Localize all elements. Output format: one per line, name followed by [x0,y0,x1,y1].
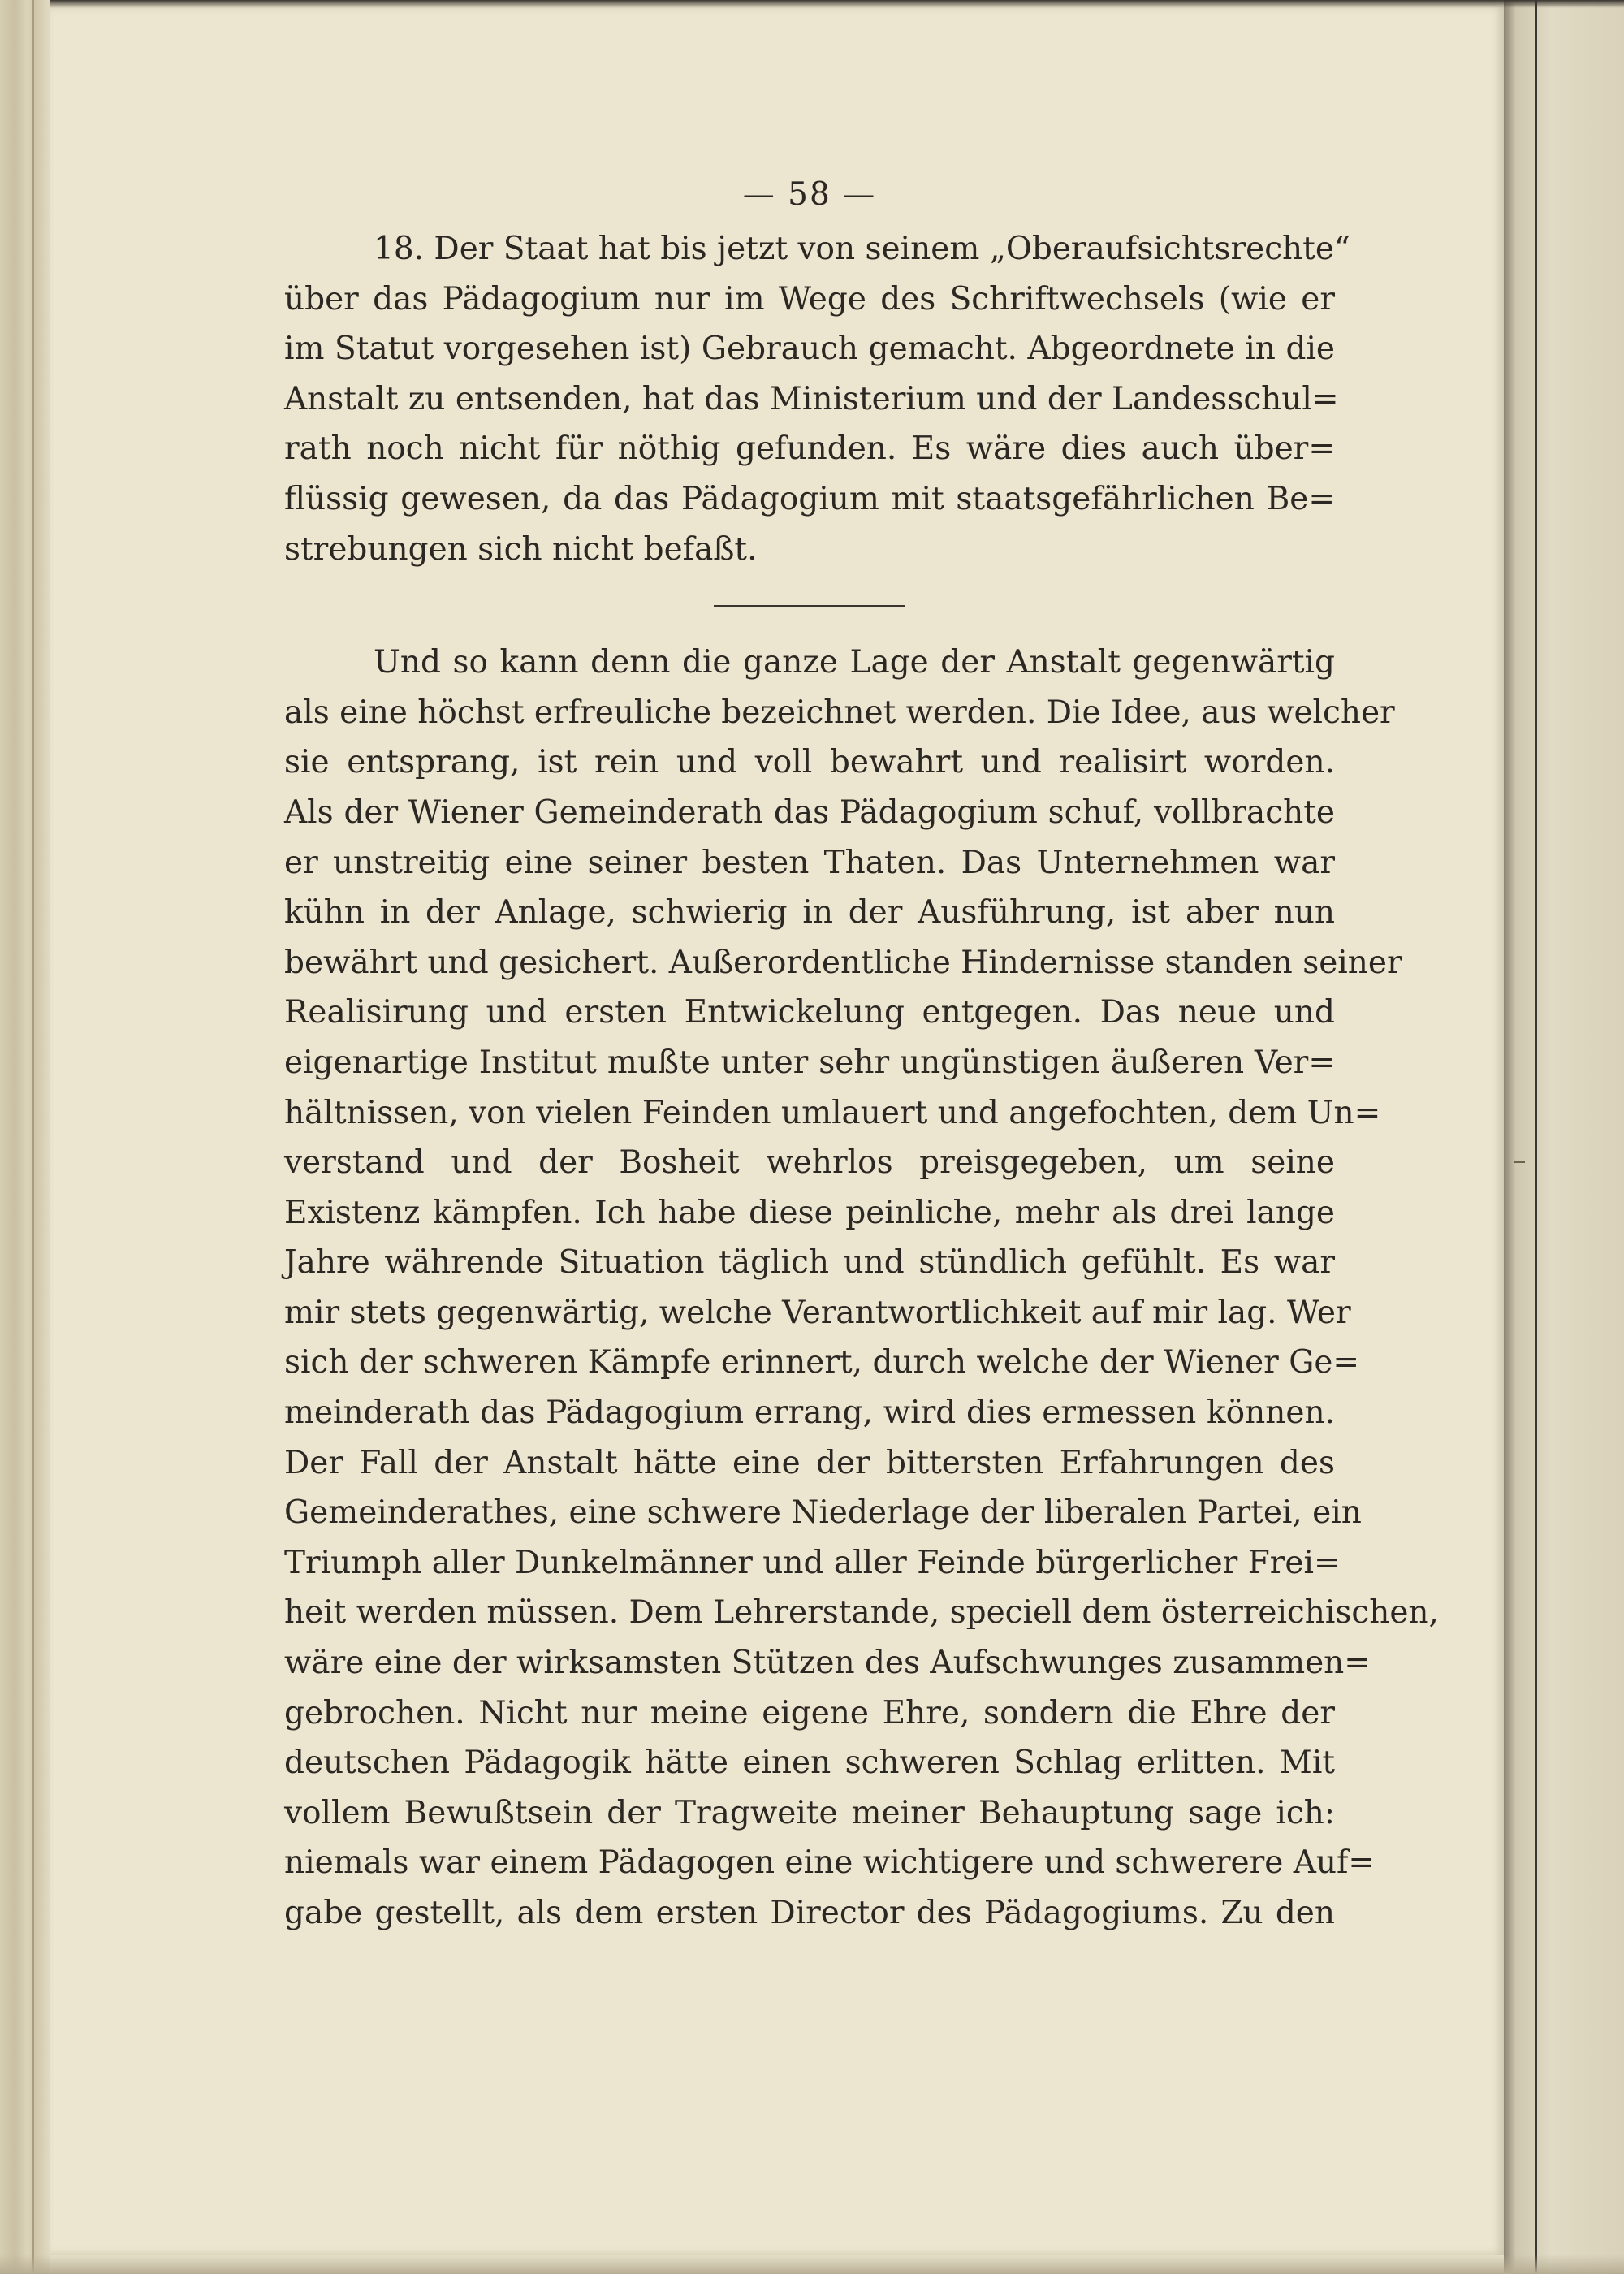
text-line: sie entsprang, ist rein und voll bewahrt und realisirt worden. [284,744,1335,781]
text-line: gabe gestellt, als dem ersten Director des Pädagogiums. Zu den [284,1895,1335,1931]
page-edge-line [1535,0,1537,2274]
page-edge [1504,0,1624,2274]
text-line: über das Pädagogium nur im Wege des Schriftwechsels (wie er [284,280,1335,318]
text-line: niemals war einem Pädagogen eine wichtigere und schwerere Auf= [284,1844,1376,1882]
text-line: Gemeinderathes, eine schwere Niederlage der liberalen Partei, ein [284,1494,1362,1532]
text-line: verstand und der Bosheit wehrlos preisgegeben, um seine [284,1144,1335,1182]
text-line: im Statut vorgesehen ist) Gebrauch gemacht. Abgeordnete in die [284,331,1335,368]
section-divider [714,605,905,607]
text-line: hältnissen, von vielen Feinden umlauert und angefochten, dem Un= [284,1094,1381,1131]
bottom-edge-shadow [0,2255,1624,2274]
page-edge-mark [1514,1161,1525,1163]
text-line: heit werden müssen. Dem Lehrerstande, speciell dem österreichischen, [284,1594,1439,1632]
text-line: mir stets gegenwärtig, welche Verantwortlichkeit auf mir lag. Wer [284,1294,1351,1331]
page-number: — 58 — [742,176,877,213]
text-line: Existenz kämpfen. Ich habe diese peinliche, mehr als drei lange [284,1194,1335,1231]
text-line: strebungen sich nicht befaßt. [284,530,758,568]
text-line: Jahre währende Situation täglich und stündlich gefühlt. Es war [284,1244,1335,1282]
text-line: Realisirung und ersten Entwickelung entgegen. Das neue und [284,994,1335,1031]
text-line: Triumph aller Dunkelmänner und aller Feinde bürgerlicher Frei= [284,1544,1341,1581]
text-line: bewährt und gesichert. Außerordentliche Hindernisse standen seiner [284,944,1402,981]
text-line: eigenartige Institut mußte unter sehr ungünstigen äußeren Ver= [284,1044,1335,1081]
text-line: meinderath das Pädagogium errang, wird dies ermessen können. [284,1394,1335,1432]
text-line: Und so kann denn die ganze Lage der Anstalt gegenwärtig [374,644,1335,681]
binding-fold-line [32,0,34,2274]
page-text [284,167,1439,1939]
text-line: deutschen Pädagogik hätte einen schweren Schlag erlitten. Mit [284,1744,1335,1782]
text-line: flüssig gewesen, da das Pädagogium mit staatsgefährlichen Be= [284,480,1335,517]
text-line: Als der Wiener Gemeinderath das Pädagogium schuf, vollbrachte [284,793,1335,831]
text-line: Anstalt zu entsenden, hat das Ministerium und der Landesschul= [284,380,1339,417]
text-line: rath noch nicht für nöthig gefunden. Es wäre dies auch über= [284,430,1335,468]
text-line: sich der schweren Kämpfe erinnert, durch welche der Wiener Ge= [284,1344,1360,1381]
text-line: vollem Bewußtsein der Tragweite meiner Behauptung sage ich: [284,1794,1335,1831]
text-line: er unstreitig eine seiner besten Thaten. Das Unternehmen war [284,844,1335,881]
top-edge-shadow [50,0,1624,8]
paragraph-18 [284,224,1350,574]
text-line: als eine höchst erfreuliche bezeichnet werden. Die Idee, aus welcher [284,694,1395,731]
text-line: wäre eine der wirksamsten Stützen des Aufschwunges zusammen= [284,1645,1371,1682]
text-line: gebrochen. Nicht nur meine eigene Ehre, sondern die Ehre der [284,1694,1335,1731]
book-binding [0,0,50,2274]
text-line: kühn in der Anlage, schwierig in der Ausführung, ist aber nun [284,894,1335,932]
text-line: 18. Der Staat hat bis jetzt von seinem „Oberaufsichtsrechte“ [374,231,1350,267]
text-line: Der Fall der Anstalt hätte eine der bittersten Erfahrungen des [284,1444,1335,1481]
paragraph-conclusion [284,638,1439,1938]
